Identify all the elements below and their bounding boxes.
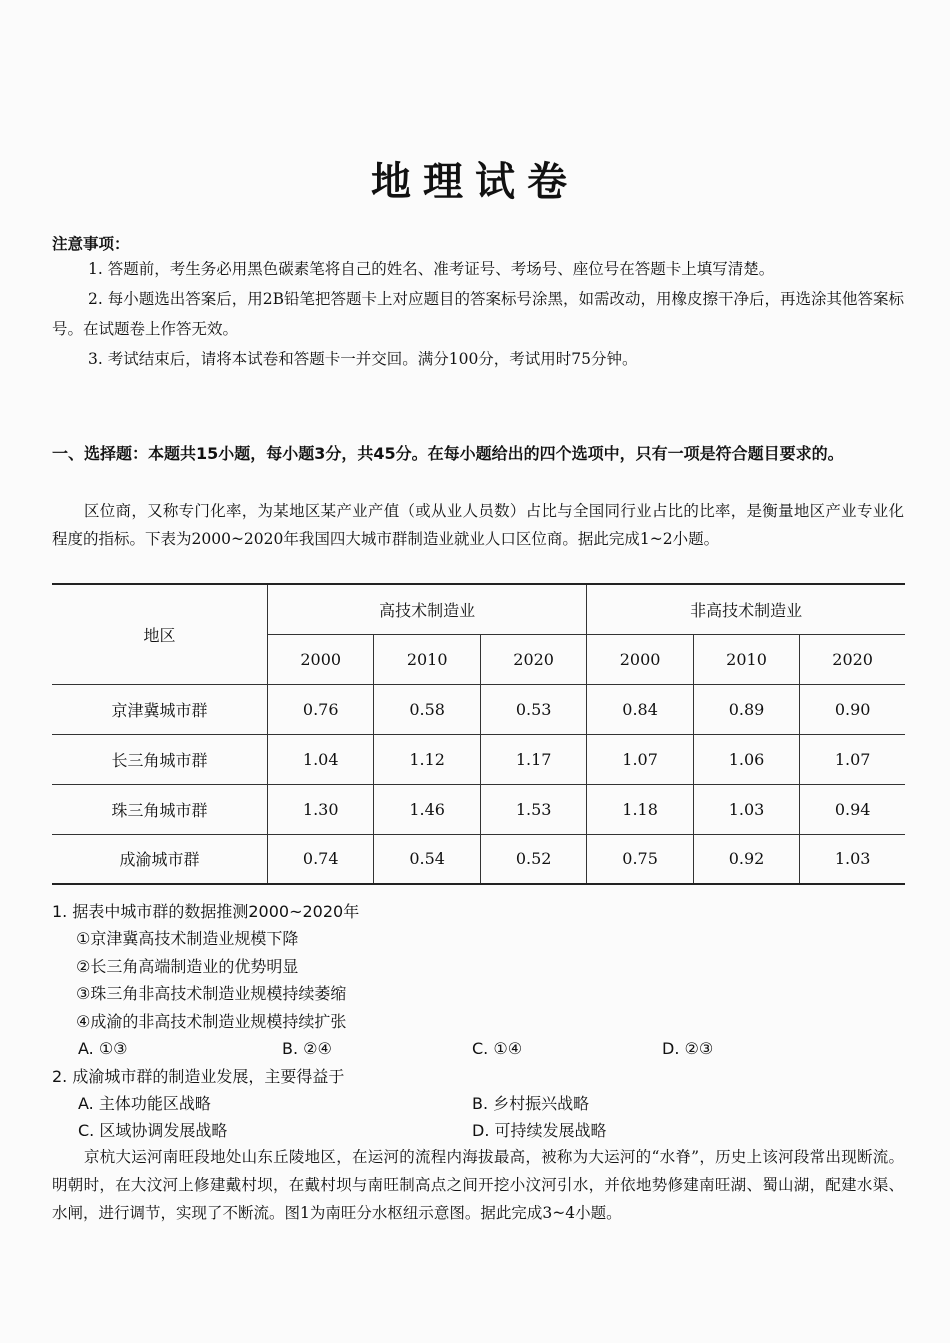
statement: ①京津冀高技术制造业规模下降 xyxy=(76,929,299,948)
statement: ②长三角高端制造业的优势明显 xyxy=(76,956,299,976)
table-header-year: 2020 xyxy=(800,634,905,684)
table-header-nonhightech: 非高技术制造业 xyxy=(587,584,905,634)
table-header-hightech: 高技术制造业 xyxy=(268,584,587,634)
choice-c: C. 区域协调发展战略 xyxy=(78,1121,228,1140)
table-row xyxy=(52,684,905,734)
table-cell-region: 成渝城市群 xyxy=(52,834,268,884)
table-cell: 0.74 xyxy=(268,834,374,884)
notice-heading: 注意事项： xyxy=(52,235,130,253)
table-cell-region: 长三角城市群 xyxy=(52,734,268,784)
table-cell: 0.75 xyxy=(587,834,693,884)
answer-choices xyxy=(52,1117,904,1144)
table-cell: 0.58 xyxy=(374,684,480,734)
choice-d: D. 可持续发展战略 xyxy=(472,1121,607,1140)
table-cell: 1.06 xyxy=(693,734,799,784)
table-cell: 1.17 xyxy=(480,734,586,784)
choice-d: D. ②③ xyxy=(662,1039,714,1058)
notice-item: 3. 考试结束后，请将本试卷和答题卡一并交回。满分100分，考试用时75分钟。 xyxy=(88,350,638,368)
notice-block xyxy=(52,234,904,374)
table-header-year: 2000 xyxy=(587,634,693,684)
table-cell: 0.54 xyxy=(374,834,480,884)
choice-a: A. ①③ xyxy=(78,1039,128,1058)
choice-b: B. 乡村振兴战略 xyxy=(472,1094,590,1113)
table-cell-region: 珠三角城市群 xyxy=(52,784,268,834)
table-cell: 0.84 xyxy=(587,684,693,734)
table-cell: 0.76 xyxy=(268,684,374,734)
table-header-year: 2000 xyxy=(268,634,374,684)
table-cell: 0.92 xyxy=(693,834,799,884)
table-row xyxy=(52,734,905,784)
question-2 xyxy=(52,1063,904,1144)
notice-item: 2. 每小题选出答案后，用2B铅笔把答题卡上对应题目的答案标号涂黑，如需改动，用橡皮擦干净后，再选涂其他答案标号。在试题卷上作答无效。 xyxy=(52,290,904,338)
choice-a: A. 主体功能区战略 xyxy=(78,1094,211,1113)
table-row xyxy=(52,784,905,834)
question-1 xyxy=(52,898,904,1062)
table-cell: 1.18 xyxy=(587,784,693,834)
choice-b: B. ②④ xyxy=(282,1039,332,1058)
table-header-year: 2010 xyxy=(693,634,799,684)
table-header-year: 2020 xyxy=(480,634,586,684)
table-cell: 1.30 xyxy=(268,784,374,834)
table-cell: 0.90 xyxy=(800,684,905,734)
table-cell: 0.53 xyxy=(480,684,586,734)
question-stem: 2. 成渝城市群的制造业发展，主要得益于 xyxy=(52,1067,345,1086)
location-quotient-table xyxy=(52,583,905,885)
passage-intro: 区位商，又称专门化率，为某地区某产业产值（或从业人员数）占比与全国同行业占比的比率，是衡量地区产业专业化程度的指标。下表为2000~2020年我国四大城市群制造业就业人口区位商。据此完成1~2小题。 xyxy=(52,502,904,548)
table-cell: 1.03 xyxy=(693,784,799,834)
table-header-year: 2010 xyxy=(374,634,480,684)
choice-c: C. ①④ xyxy=(472,1039,523,1058)
statement: ④成渝的非高技术制造业规模持续扩张 xyxy=(76,1011,347,1031)
section-heading: 一、选择题：本题共15小题，每小题3分，共45分。在每小题给出的四个选项中，只有一项是符合题目要求的。 xyxy=(52,444,844,463)
table-cell: 1.03 xyxy=(800,834,905,884)
table-row xyxy=(52,834,905,884)
table-cell: 1.04 xyxy=(268,734,374,784)
statement: ③珠三角非高技术制造业规模持续萎缩 xyxy=(76,984,347,1003)
table-cell: 1.07 xyxy=(800,734,905,784)
page-title: 地理试卷 xyxy=(371,159,579,205)
table-cell: 1.46 xyxy=(374,784,480,834)
answer-choices xyxy=(52,1090,904,1117)
table-cell: 0.52 xyxy=(480,834,586,884)
table-cell: 1.12 xyxy=(374,734,480,784)
table-cell: 1.07 xyxy=(587,734,693,784)
table-cell-region: 京津冀城市群 xyxy=(52,684,268,734)
question-stem: 1. 据表中城市群的数据推测2000~2020年 xyxy=(52,902,360,921)
table-cell: 0.94 xyxy=(800,784,905,834)
answer-choices xyxy=(52,1035,904,1062)
table-cell: 1.53 xyxy=(480,784,586,834)
notice-item: 1. 答题前，考生务必用黑色碳素笔将自己的姓名、准考证号、考场号、座位号在答题卡上填写清楚。 xyxy=(88,260,775,278)
table-cell: 0.89 xyxy=(693,684,799,734)
table-header-region: 地区 xyxy=(52,584,268,684)
passage-2: 京杭大运河南旺段地处山东丘陵地区，在运河的流程内海拔最高，被称为大运河的“水脊”，历史上该河段常出现断流。明朝时，在大汶河上修建戴村坝，在戴村坝与南旺制高点之间开挖小汶河引水，并依地势修建南旺湖、蜀山湖，配建水渠、水闸，进行调节，实现了不断流。图1为南旺分水枢纽示意图。据此完成3~4小题。 xyxy=(52,1148,904,1222)
